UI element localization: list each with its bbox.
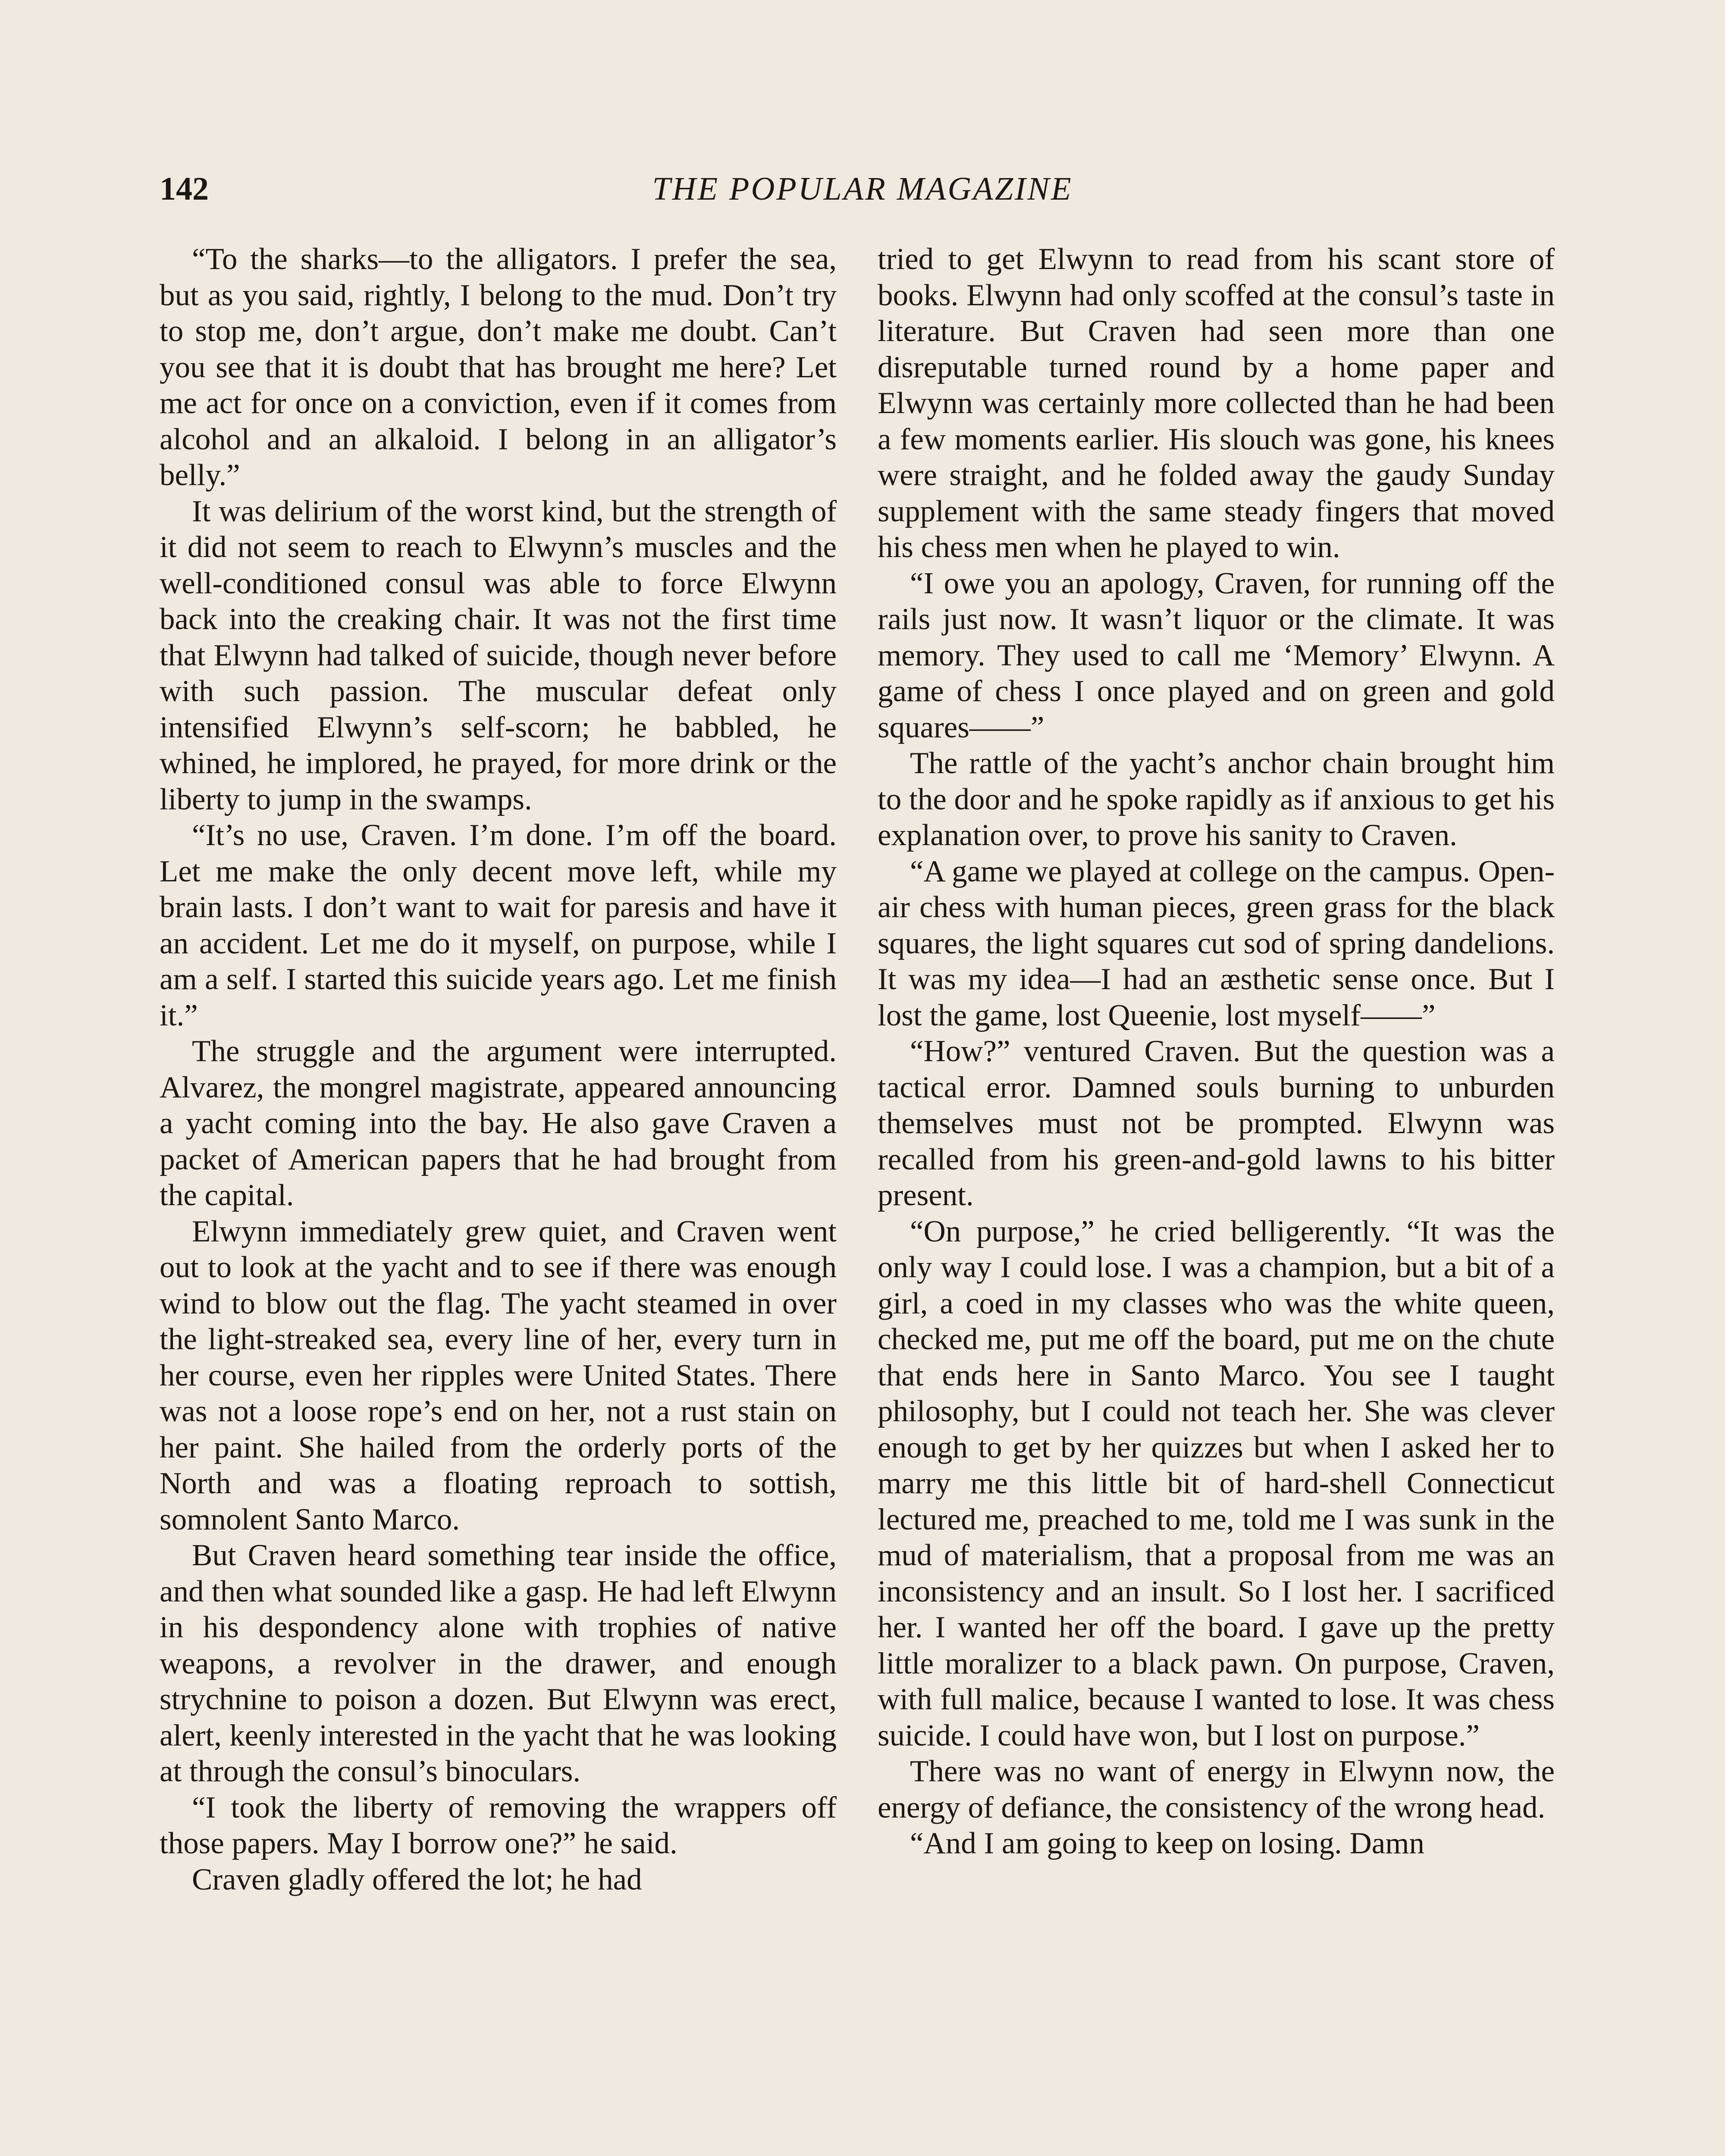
paragraph-continued: tried to get Elwynn to read from his scant store of books. Elwynn had only scoffed at the consul’s taste in literature. But Craven had seen more than one disreputable turned round by a home paper and Elwynn was certainly more collected than he had been a few moments earlier. His slouch was gone, his knees were straight, and he folded away the gaudy Sunday supplement with the same steady fingers that moved his chess men when he played to win. [878, 242, 1555, 564]
paragraph: There was no want of energy in Elwynn now, the energy of defiance, the consistency of the wrong head. [878, 1755, 1555, 1824]
paragraph: The struggle and the argument were interrupted. Alvarez, the mongrel magistrate, appeared announcing a yacht coming into the bay. He also gave Craven a packet of American papers that he had brought from the capital. [160, 1034, 837, 1212]
paragraph: “On purpose,” he cried belligerently. “It was the only way I could lose. I was a champion, but a bit of a girl, a coed in my classes who was the white queen, checked me, put me off the board, put me on the chute that ends here in Santo Marco. You see I taught philosophy, but I could not teach her. She was clever enough to get by her quizzes but when I asked her to marry me this little bit of hard-shell Connecticut lectured me, preached to me, told me I was sunk in the mud of materialism, that a proposal from me was an inconsistency and an insult. So I lost her. I sacrificed her. I wanted her off the board. I gave up the pretty little moralizer to a black pawn. On purpose, Craven, with full malice, because I wanted to lose. It was chess suicide. I could have won, but I lost on purpose.” [878, 1214, 1555, 1752]
paragraph: “I owe you an apology, Craven, for running off the rails just now. It wasn’t liquor or the climate. It was memory. They used to call me ‘Memory’ Elwynn. A game of chess I once played and on green and gold squares——” [878, 566, 1555, 744]
magazine-title: THE POPULAR MAGAZINE [652, 171, 1073, 207]
paragraph: “I took the liberty of removing the wrappers off those papers. May I borrow one?” he said. [160, 1790, 837, 1860]
paragraph: “It’s no use, Craven. I’m done. I’m off the board. Let me make the only decent move left, while my brain lasts. I don’t want to wait for paresis and have it an accident. Let me do it myself, on purpose, while I am a self. I started this suicide years ago. Let me finish it.” [160, 818, 837, 1032]
paragraph: It was delirium of the worst kind, but the strength of it did not seem to reach to Elwynn’s muscles and the well-conditioned consul was able to force Elwynn back into the creaking chair. It was not the first time that Elwynn had talked of suicide, though never before with such passion. The muscular defeat only intensified Elwynn’s self-scorn; he babbled, he whined, he implored, he prayed, for more drink or the liberty to jump in the swamps. [160, 494, 837, 816]
right-column [878, 241, 1555, 1862]
paragraph: Elwynn immediately grew quiet, and Craven went out to look at the yacht and to see if there was enough wind to blow out the flag. The yacht steamed in over the light-streaked sea, every line of her, every turn in her course, even her ripples were United States. There was not a loose rope’s end on her, not a rust stain on her paint. She hailed from the orderly ports of the North and was a floating reproach to sottish, somnolent Santo Marco. [160, 1214, 837, 1536]
paragraph: “A game we played at college on the campus. Open-air chess with human pieces, green grass for the black squares, the light squares cut sod of spring dandelions. It was my idea—I had an æsthetic sense once. But I lost the game, lost Queenie, lost myself——” [878, 854, 1555, 1032]
paragraph: The rattle of the yacht’s anchor chain brought him to the door and he spoke rapidly as if anxious to get his explanation over, to prove his sanity to Craven. [878, 746, 1555, 852]
page-number: 142 [160, 171, 209, 207]
paragraph: “How?” ventured Craven. But the question was a tactical error. Damned souls burning to unburden themselves must not be prompted. Elwynn was recalled from his green-and-gold lawns to his bitter present. [878, 1034, 1555, 1212]
paragraph: “To the sharks—to the alligators. I prefer the sea, but as you said, rightly, I belong to the mud. Don’t try to stop me, don’t argue, don’t make me doubt. Can’t you see that it is doubt that has brought me here? Let me act for once on a conviction, even if it comes from alcohol and an alkaloid. I belong in an alligator’s belly.” [160, 242, 837, 492]
paragraph: “And I am going to keep on losing. Damn [910, 1827, 1424, 1860]
paragraph: But Craven heard something tear inside the office, and then what sounded like a gasp. He had left Elwynn in his despondency alone with trophies of native weapons, a revolver in the drawer, and enough strychnine to poison a dozen. But Elwynn was erect, alert, keenly interested in the yacht that he was looking at through the consul’s binoculars. [160, 1539, 837, 1788]
paragraph: Craven gladly offered the lot; he had [192, 1862, 642, 1896]
left-column [160, 241, 837, 1898]
